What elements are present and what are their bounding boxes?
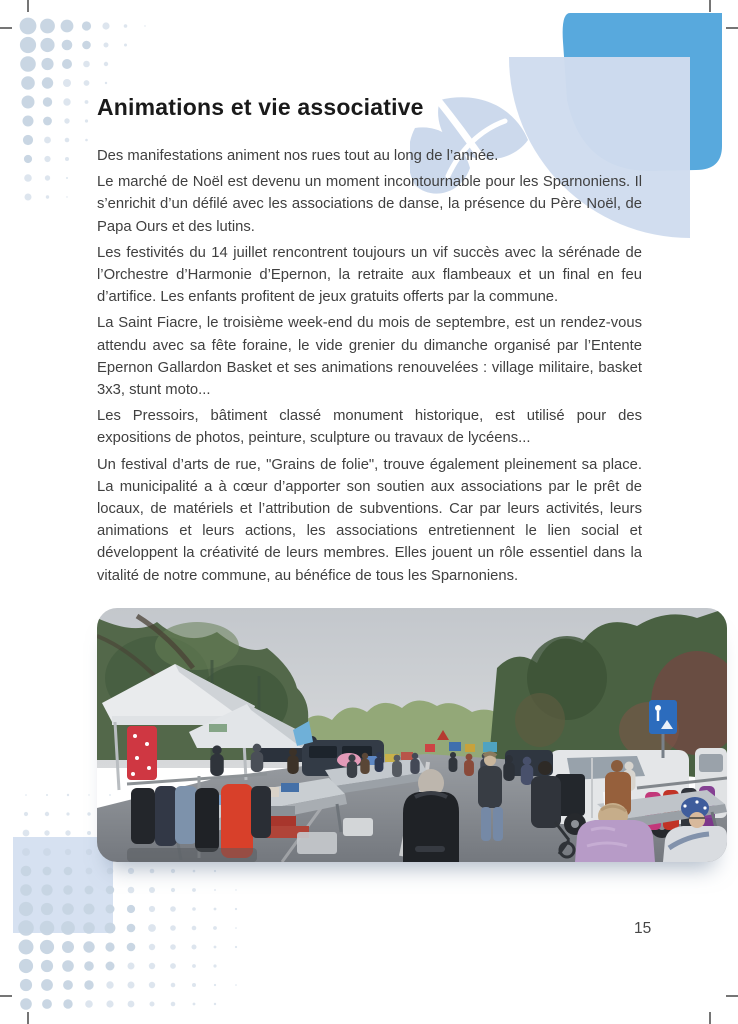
paragraph: Les Pressoirs, bâtiment classé monument historique, est utilisé pour des expositions de photos, peinture, sculpture ou travaux de lycéens... (97, 408, 642, 447)
paragraph: Le marché de Noël est devenu un moment incontournable pour les Sparnoniens. Il s’enrichit d’un défilé avec les associations de danse, la présence du Père Noël, de Papa Ours et des lutins. (97, 174, 642, 235)
page-title: Animations et vie associative (97, 94, 424, 120)
paragraph: Les festivités du 14 juillet rencontrent toujours un vif succès avec la sérénade de l’Orchestre d’Harmonie d’Epernon, la retraite aux flambeaux et un final en feu d’artifice. Les enfants profitent de jeux gratuits offerts par la commune. (97, 244, 642, 306)
market-photo (97, 608, 727, 862)
paragraph: La Saint Fiacre, le troisième week-end du mois de septembre, est un rendez-vous attendu avec sa fête foraine, le vide grenier du dimanche organisé par l’Entente Epernon Gallardon Basket et ses animations renouvelées : village militaire, basket 3x3, stunt moto... (97, 315, 642, 399)
paragraph: Un festival d’arts de rue, "Grains de folie", trouve également pleinement sa place. La municipalité a à cœur d’apporter son soutien aux associations par le prêt de locaux, de matériels et l’attribution de subventions. Car par leurs activités, leurs animations et leurs actions, les associations entretiennent le lien social et développent la créativité de leurs membres. Elles jouent un rôle essentiel dans la vitalité de notre commune, au bénéfice de tous les Sparnoniens. (97, 456, 642, 584)
article-body (97, 145, 642, 587)
page-number: 15 (634, 920, 652, 937)
article (97, 94, 642, 591)
paragraph: Des manifestations animent nos rues tout au long de l’année. (97, 148, 499, 164)
